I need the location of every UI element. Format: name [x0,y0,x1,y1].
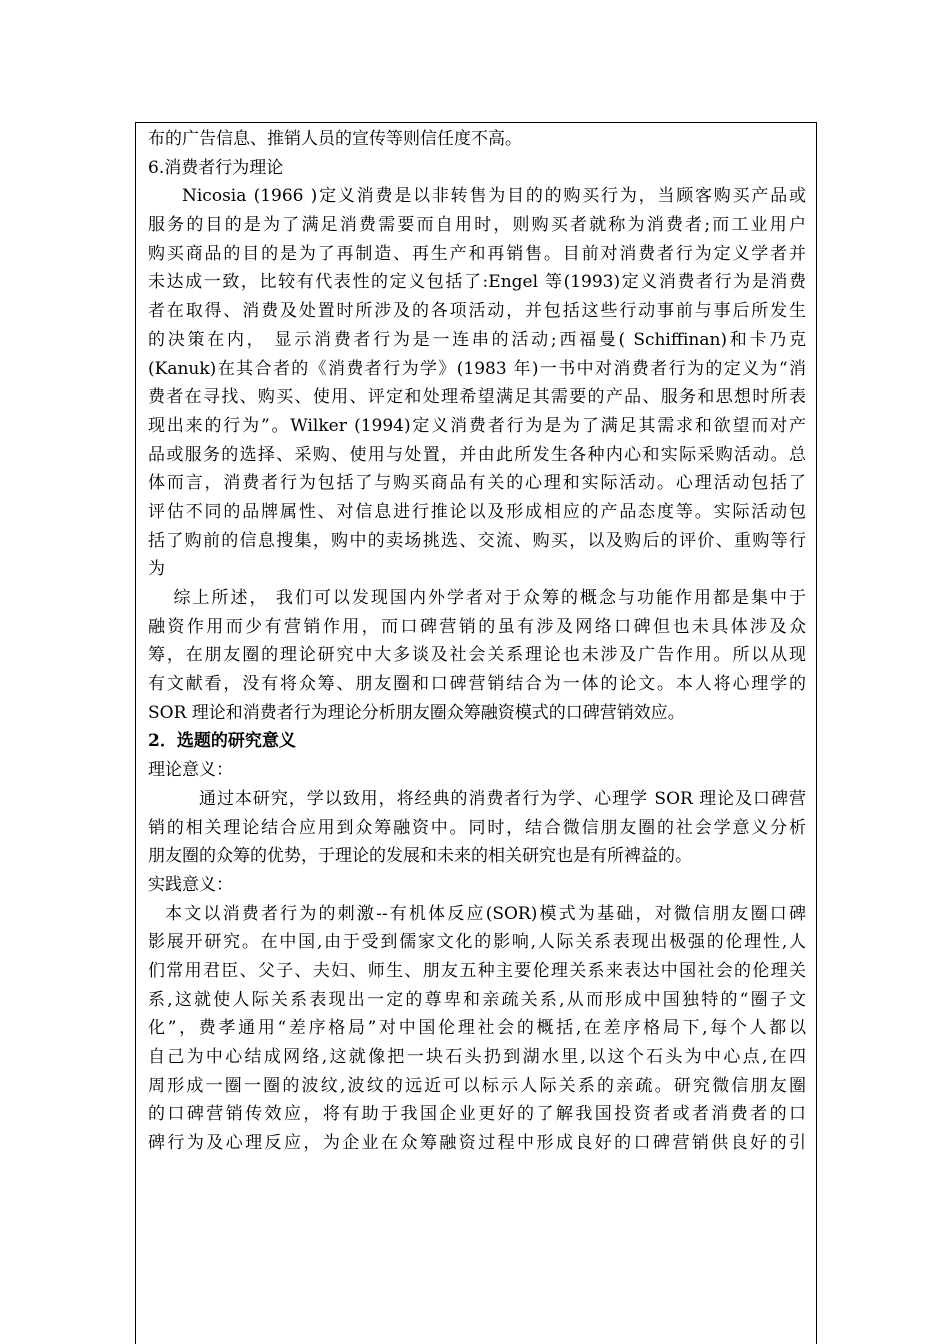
document-body [148,125,806,1158]
text-line: 本文以消费者行为的刺激--有机体反应(SOR)模式为基础，对微信朋友圈口碑 [165,903,806,924]
text-line: 的决策在内， 显示消费者行为是一连串的活动;西福曼( Schiffinan)和卡乃克 [148,329,806,350]
section-heading: 2．选题的研究意义 [148,731,296,752]
text-line: 费者在寻找、购买、使用、评定和处理希望满足其需要的产品、服务和思想时所表 [148,387,806,408]
text-line: 系,这就使人际关系表现出一定的尊卑和亲疏关系,从而形成中国独特的“圈子文 [148,989,806,1010]
text-line: 碑行为及心理反应，为企业在众筹融资过程中形成良好的口碑营销供良好的引 [148,1133,806,1154]
text-line: 融资作用而少有营销作用，而口碑营销的虽有涉及网络口碑但也未具体涉及众 [148,616,806,637]
text-line: 服务的目的是为了满足消费需要而自用时，则购买者就称为消费者;而工业用户 [148,215,806,236]
text-line: 的口碑营销传效应，将有助于我国企业更好的了解我国投资者或者消费者的口 [148,1104,806,1125]
text-line: 销的相关理论结合应用到众筹融资中。同时，结合微信朋友圈的社会学意义分析 [148,817,806,838]
text-line: Nicosia (1966 )定义消费是以非转售为目的的购买行为，当顾客购买产品或 [182,186,806,207]
text-line: 体而言，消费者行为包括了与购买商品有关的心理和实际活动。心理活动包括了 [148,473,806,494]
text-line: 未达成一致，比较有代表性的定义包括了:Engel 等(1993)定义消费者行为是消费 [148,272,806,293]
text-line: 实践意义： [148,874,233,895]
text-line: 筹，在朋友圈的理论研究中大多谈及社会关系理论也未涉及广告作用。所以从现 [148,645,806,666]
text-line: 们常用君臣、父子、夫妇、师生、朋友五种主要伦理关系来表达中国社会的伦理关 [148,960,806,981]
text-line: SOR 理论和消费者行为理论分析朋友圈众筹融资模式的口碑营销效应。 [148,702,685,723]
text-line: 布的广告信息、推销人员的宣传等则信任度不高。 [148,129,522,149]
text-line: 朋友圈的众筹的优势，于理论的发展和未来的相关研究也是有所裨益的。 [148,846,692,867]
text-line: 购买商品的目的是为了再制造、再生产和再销售。目前对消费者行为定义学者并 [148,243,806,264]
text-line: 化”，费孝通用“差序格局”对中国伦理社会的概括,在差序格局下,每个人都以 [148,1018,806,1039]
text-line: 自己为中心结成网络,这就像把一块石头扔到湖水里,以这个石头为中心点,在四 [148,1047,806,1067]
text-line: 理论意义： [148,760,233,781]
text-line: 品或服务的选择、采购、使用与处置，并由此所发生各种内心和实际采购活动。总 [148,444,806,465]
text-line: 为 [148,559,165,580]
text-line: 通过本研究，学以致用，将经典的消费者行为学、心理学 SOR 理论及口碑营 [199,788,806,809]
text-line: 评估不同的品牌属性、对信息进行推论以及形成相应的产品态度等。实际活动包 [148,501,806,522]
text-line: 周形成一圈一圈的波纹,波纹的远近可以标示人际关系的亲疏。研究微信朋友圈 [148,1075,806,1096]
text-line: 综上所述， 我们可以发现国内外学者对于众筹的概念与功能作用都是集中于 [173,588,806,608]
text-line: 现出来的行为”。Wilker (1994)定义消费者行为是为了满足其需求和欲望而对产 [148,415,806,436]
document-frame [135,122,817,1344]
text-line: 括了购前的信息搜集，购中的卖场挑选、交流、购买，以及购后的评价、重购等行 [148,530,806,551]
text-line: 6.消费者行为理论 [148,157,284,178]
text-line: 有文献看，没有将众筹、朋友圈和口碑营销结合为一体的论文。本人将心理学的 [148,674,806,695]
text-line: 影展开研究。在中国,由于受到儒家文化的影响,人际关系表现出极强的伦理性,人 [148,932,806,953]
text-line: (Kanuk)在其合者的《消费者行为学》(1983 年)一书中对消费者行为的定义为“消 [148,358,806,379]
text-line: 者在取得、消费及处置时所涉及的各项活动，并包括这些行动事前与事后所发生 [148,301,806,322]
